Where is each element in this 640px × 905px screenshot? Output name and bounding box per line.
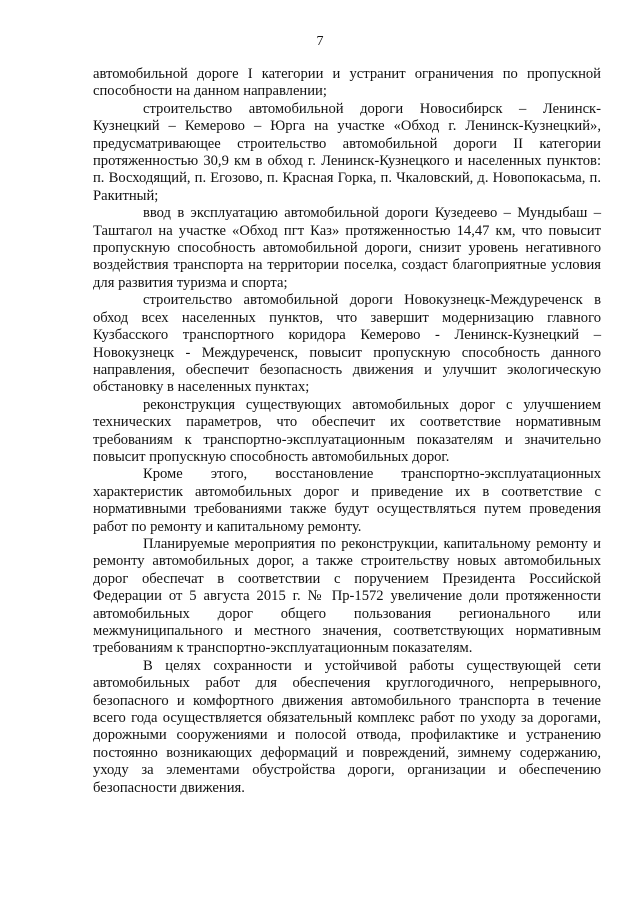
- paragraph: В целях сохранности и устойчивой работы существующей сети автомобильных работ для обеспечения круглогодичного, непрерывного, безопасного и комфортного движения автомобильного транспорта в течение всего года осуществляется обязательный комплекс работ по уходу за дорогами, дорожными сооружениями и полосой отвода, профилактике и устранению постоянно возникающих деформаций и повреждений, зимнему содержанию, уходу за элементами обустройства дороги, организации и обеспечению безопасности движения.: [93, 657, 601, 796]
- paragraph: строительство автомобильной дороги Новосибирск – Ленинск-Кузнецкий – Кемерово – Юрга на участке «Обход г. Ленинск-Кузнецкий», предусматривающее строительство автомобильной дороги II категории протяженностью 30,9 км в обход г. Ленинск-Кузнецкого и населенных пунктов: п. Восходящий, п. Егозово, п. Красная Горка, п. Чкаловский, д. Новопокасьма, п. Ракитный;: [93, 100, 601, 204]
- document-body: [93, 66, 601, 797]
- page-number: 7: [316, 34, 324, 49]
- paragraph: реконструкция существующих автомобильных дорог с улучшением технических параметров, что обеспечит их соответствие нормативным требованиям к транспортно-эксплуатационным показателям и значительно повысит пропускную способность автомобильных дорог.: [93, 396, 601, 465]
- paragraph: ввод в эксплуатацию автомобильной дороги Кузедеево – Мундыбаш – Таштагол на участке «Обход пгт Каз» протяженностью 14,47 км, что повысит пропускную способность автомобильной дороги, снизит уровень негативного воздействия транспорта на территории поселка, создаст благоприятные условия для развития туризма и спорта;: [93, 205, 601, 291]
- paragraph: строительство автомобильной дороги Новокузнецк-Междуреченск в обход всех населенных пунктов, что завершит модернизацию главного Кузбасского транспортного коридора Кемерово - Ленинск-Кузнецкий – Новокузнецк - Междуреченск, повысит пропускную способность данного направления, обеспечит безопасность движения и улучшит экологическую обстановку в населенных пунктах;: [93, 292, 601, 396]
- paragraph: автомобильной дороге I категории и устранит ограничения по пропускной способности на данном направлении;: [93, 66, 601, 100]
- paragraph: Планируемые мероприятия по реконструкции, капитальному ремонту и ремонту автомобильных дорог, а также строительству новых автомобильных дорог обеспечат в соответствии с поручением Президента Российской Федерации от 5 августа 2015 г. № Пр-1572 увеличение доли протяженности автомобильных дорог общего пользования регионального или межмуниципального и местного значения, соответствующих нормативным требованиям к транспортно-эксплуатационным показателям.: [93, 535, 601, 657]
- paragraph: Кроме этого, восстановление транспортно-эксплуатационных характеристик автомобильных дорог и приведение их в соответствие с нормативными требованиями также будут осуществляться путем проведения работ по ремонту и капитальному ремонту.: [93, 466, 601, 535]
